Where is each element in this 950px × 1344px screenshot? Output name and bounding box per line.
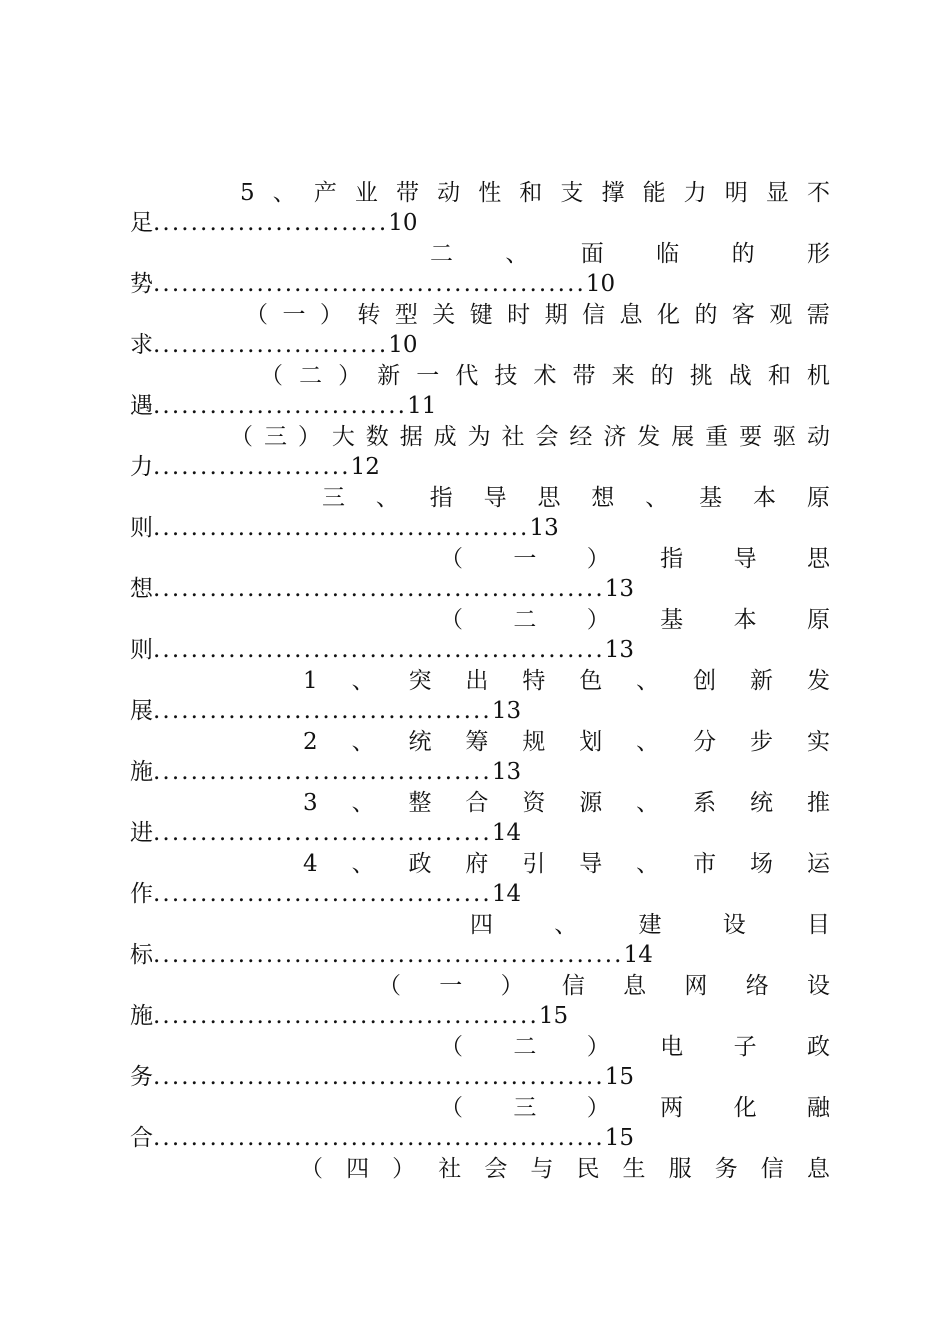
- toc-title-char: 三: [513, 1095, 537, 1121]
- toc-title-char: 四: [470, 912, 493, 938]
- toc-entry-leader-line: [130, 696, 830, 726]
- toc-title-char: 会: [484, 1156, 508, 1182]
- toc-title-char: 政: [806, 1034, 830, 1060]
- toc-title-char: （: [230, 424, 253, 450]
- toc-entry-leader-line: [130, 574, 830, 604]
- toc-title-char: 规: [522, 729, 546, 755]
- toc-title-char: ）: [338, 363, 362, 389]
- toc-title-char: 想: [591, 485, 615, 511]
- toc-entry-continuation: 施: [130, 1003, 153, 1029]
- toc-page-number[interactable]: 13: [604, 576, 635, 602]
- toc-title-char: 二: [513, 1034, 537, 1060]
- toc-page-number[interactable]: 14: [491, 881, 522, 907]
- toc-title-char: 推: [806, 790, 830, 816]
- toc-title-char: 出: [465, 668, 489, 694]
- toc-title-char: 务: [714, 1156, 738, 1182]
- dot-leader: ....................................: [153, 698, 492, 724]
- toc-title-char: 目: [807, 912, 830, 938]
- dot-leader: ....................................: [153, 820, 492, 846]
- toc-title-char: 一: [416, 363, 440, 389]
- toc-title-char: 力: [683, 180, 707, 206]
- toc-entry-title: [303, 788, 830, 818]
- toc-page-number[interactable]: 13: [491, 759, 522, 785]
- toc-title-char: 2: [303, 729, 318, 755]
- toc-title-char: 临: [656, 241, 680, 267]
- toc-title-char: ）: [297, 424, 321, 450]
- toc-title-char: 与: [530, 1156, 554, 1182]
- toc-entry[interactable]: [130, 788, 830, 848]
- toc-title-char: 驱: [773, 424, 796, 450]
- toc-title-char: 本: [733, 607, 757, 633]
- toc-title-char: 形: [806, 241, 830, 267]
- toc-title-char: 和: [767, 363, 791, 389]
- dot-leader: ................................................: [153, 1125, 605, 1151]
- toc-entry[interactable]: [130, 483, 830, 543]
- toc-title-char: 、: [636, 790, 660, 816]
- toc-title-char: 面: [580, 241, 604, 267]
- toc-title-char: 整: [408, 790, 432, 816]
- toc-title-char: 观: [769, 302, 793, 328]
- toc-title-char: 化: [733, 1095, 757, 1121]
- toc-title-char: 性: [478, 180, 502, 206]
- toc-title-char: 电: [660, 1034, 684, 1060]
- toc-title-char: 府: [465, 851, 489, 877]
- toc-title-char: 系: [693, 790, 717, 816]
- toc-title-char: 型: [394, 302, 418, 328]
- toc-page-number[interactable]: 10: [388, 210, 418, 236]
- toc-title-char: 、: [554, 912, 578, 938]
- toc-title-char: 融: [806, 1095, 830, 1121]
- dot-leader: ........................................: [153, 515, 530, 541]
- toc-entry-leader-line: [130, 208, 830, 238]
- toc-title-char: 、: [505, 241, 529, 267]
- dot-leader: ..............................................: [153, 271, 586, 297]
- toc-title-char: 能: [642, 180, 666, 206]
- toc-title-char: 资: [522, 790, 546, 816]
- toc-title-char: 步: [750, 729, 774, 755]
- toc-title-char: 撑: [601, 180, 625, 206]
- toc-title-char: 带: [572, 363, 596, 389]
- toc-title-char: 网: [684, 973, 708, 999]
- toc-entry-continuation: 遇: [130, 393, 153, 419]
- toc-entry-leader-line: [130, 879, 830, 909]
- toc-title-char: 三: [263, 424, 287, 450]
- toc-title-char: 两: [660, 1095, 684, 1121]
- toc-page-number[interactable]: 10: [388, 332, 418, 358]
- toc-title-char: （: [378, 973, 401, 999]
- toc-title-char: 动: [437, 180, 461, 206]
- toc-entry[interactable]: [130, 605, 830, 665]
- toc-title-char: 重: [705, 424, 729, 450]
- toc-title-char: 、: [645, 485, 669, 511]
- toc-entry-leader-line: [130, 940, 830, 970]
- dot-leader: .........................: [153, 210, 389, 236]
- toc-title-char: 明: [724, 180, 748, 206]
- toc-entry-continuation: 求: [130, 332, 153, 358]
- toc-title-char: 支: [560, 180, 584, 206]
- toc-title-char: 场: [750, 851, 774, 877]
- toc-title-char: 时: [507, 302, 531, 328]
- toc-entry-continuation: 务: [130, 1064, 153, 1090]
- toc-entry-title: [430, 239, 830, 269]
- toc-title-char: ）: [319, 302, 343, 328]
- toc-title-char: 、: [636, 668, 660, 694]
- dot-leader: ....................................: [153, 759, 492, 785]
- toc-title-char: 键: [469, 302, 493, 328]
- toc-title-char: 突: [408, 668, 432, 694]
- toc-title-char: 筹: [465, 729, 489, 755]
- toc-title-char: 的: [731, 241, 755, 267]
- toc-page-number[interactable]: 12: [350, 454, 380, 480]
- toc-title-char: （: [245, 302, 268, 328]
- toc-title-char: 信: [760, 1156, 784, 1182]
- toc-title-char: 、: [351, 790, 375, 816]
- toc-title-char: 期: [544, 302, 568, 328]
- toc-page-number[interactable]: 15: [604, 1125, 635, 1151]
- toc-title-char: 运: [806, 851, 830, 877]
- toc-title-char: 统: [750, 790, 774, 816]
- toc-title-char: 展: [671, 424, 695, 450]
- toc-entry-title: [245, 300, 830, 330]
- toc-title-char: 、: [636, 729, 660, 755]
- toc-page-number[interactable]: 13: [491, 698, 522, 724]
- toc-entry-continuation: 合: [130, 1125, 153, 1151]
- toc-title-char: 子: [733, 1034, 757, 1060]
- toc-title-char: 一: [439, 973, 463, 999]
- toc-entry-title: [378, 971, 830, 1001]
- toc-title-char: 实: [806, 729, 830, 755]
- toc-title-char: 经: [569, 424, 593, 450]
- toc-title-char: 、: [351, 729, 375, 755]
- toc-entry-leader-line: [130, 452, 830, 482]
- toc-entry-continuation: 则: [130, 515, 153, 541]
- toc-title-char: 业: [354, 180, 378, 206]
- toc-title-char: 导: [483, 485, 507, 511]
- toc-title-char: （: [300, 1156, 323, 1182]
- toc-page-number[interactable]: 10: [585, 271, 616, 297]
- toc-entry-continuation: 标: [130, 942, 153, 968]
- toc-page-number[interactable]: 11: [407, 393, 437, 419]
- toc-title-char: 、: [351, 851, 375, 877]
- toc-title-char: ）: [500, 973, 524, 999]
- toc-title-char: 不: [806, 180, 830, 206]
- toc-page-number[interactable]: 13: [529, 515, 559, 541]
- toc-title-char: 社: [501, 424, 525, 450]
- toc-title-char: 化: [656, 302, 680, 328]
- toc-title-char: 一: [513, 546, 537, 572]
- toc-entry-leader-line: [130, 1001, 830, 1031]
- toc-title-char: ）: [586, 546, 610, 572]
- toc-entry-title: [240, 178, 830, 208]
- toc-title-char: ）: [392, 1156, 416, 1182]
- toc-title-char: 信: [582, 302, 606, 328]
- toc-entry-continuation: 作: [130, 881, 153, 907]
- toc-title-char: 设: [722, 912, 746, 938]
- toc-title-char: 发: [637, 424, 661, 450]
- toc-title-char: 思: [806, 546, 830, 572]
- toc-title-char: 战: [728, 363, 752, 389]
- toc-title-char: 本: [753, 485, 776, 511]
- toc-title-char: 分: [693, 729, 717, 755]
- toc-entry-leader-line: [130, 513, 830, 543]
- toc-title-char: 和: [519, 180, 543, 206]
- toc-title-char: 成: [433, 424, 457, 450]
- toc-title-char: 挑: [689, 363, 713, 389]
- toc-title-char: 一: [282, 302, 306, 328]
- toc-title-char: 5: [240, 180, 255, 206]
- toc-title-char: 术: [533, 363, 557, 389]
- dot-leader: ................................................: [153, 1064, 605, 1090]
- toc-entry[interactable]: [130, 422, 830, 482]
- toc-page-number[interactable]: 13: [604, 637, 635, 663]
- toc-entry[interactable]: [130, 300, 830, 360]
- toc-entry[interactable]: [130, 971, 830, 1031]
- toc-title-char: 导: [579, 851, 603, 877]
- dot-leader: .........................................: [153, 1003, 539, 1029]
- toc-title-char: 基: [699, 485, 723, 511]
- toc-entry[interactable]: [130, 1032, 830, 1092]
- toc-title-char: 建: [638, 912, 662, 938]
- toc-title-char: 要: [739, 424, 763, 450]
- toc-entry[interactable]: [130, 849, 830, 909]
- toc-title-char: 特: [522, 668, 546, 694]
- toc-entry[interactable]: [130, 361, 830, 421]
- toc-title-char: 、: [636, 851, 660, 877]
- toc-entry-continuation: 想: [130, 576, 153, 602]
- toc-title-char: 统: [408, 729, 432, 755]
- toc-title-char: 动: [806, 424, 830, 450]
- toc-entry-continuation: 势: [130, 271, 153, 297]
- dot-leader: .........................: [153, 332, 389, 358]
- toc-entry-title: [440, 605, 830, 635]
- toc-title-char: 服: [668, 1156, 692, 1182]
- toc-entry-title: [300, 1154, 830, 1184]
- toc-title-char: 息: [619, 302, 643, 328]
- toc-page-number[interactable]: 14: [623, 942, 653, 968]
- toc-entry-continuation: 施: [130, 759, 153, 785]
- toc-title-char: 生: [622, 1156, 646, 1182]
- toc-title-char: 转: [357, 302, 381, 328]
- toc-title-char: 导: [733, 546, 757, 572]
- toc-entry-continuation: 展: [130, 698, 153, 724]
- toc-title-char: （: [440, 1095, 463, 1121]
- toc-title-char: 政: [408, 851, 432, 877]
- toc-title-char: 带: [396, 180, 420, 206]
- toc-title-char: 二: [430, 241, 453, 267]
- toc-title-char: 关: [432, 302, 456, 328]
- toc-title-char: （: [440, 1034, 463, 1060]
- toc-title-char: （: [440, 546, 463, 572]
- toc-title-char: 、: [375, 485, 399, 511]
- toc-entry[interactable]: [130, 178, 830, 238]
- toc-title-char: 基: [660, 607, 684, 633]
- dot-leader: ................................................: [153, 637, 605, 663]
- toc-entry[interactable]: [130, 239, 830, 299]
- toc-title-char: 合: [465, 790, 489, 816]
- toc-title-char: 市: [693, 851, 717, 877]
- toc-entry-leader-line: [130, 330, 830, 360]
- toc-entry-leader-line: [130, 757, 830, 787]
- toc-entry-leader-line: [130, 1062, 830, 1092]
- toc-entry-continuation: 则: [130, 637, 153, 663]
- toc-title-char: ）: [586, 607, 610, 633]
- toc-title-char: 三: [322, 485, 345, 511]
- toc-entry-title: [230, 422, 830, 452]
- toc-title-char: 技: [494, 363, 518, 389]
- toc-entry-title: [440, 1032, 830, 1062]
- dot-leader: .....................: [153, 454, 351, 480]
- dot-leader: ....................................: [153, 881, 492, 907]
- toc-entry-title: [322, 483, 830, 513]
- toc-title-char: 引: [522, 851, 546, 877]
- toc-title-char: （: [260, 363, 283, 389]
- toc-title-char: 络: [745, 973, 769, 999]
- toc-title-char: 发: [806, 668, 830, 694]
- toc-title-char: 社: [438, 1156, 462, 1182]
- toc-title-char: 新: [750, 668, 774, 694]
- toc-title-char: 二: [513, 607, 537, 633]
- toc-title-char: 显: [765, 180, 789, 206]
- toc-title-char: 济: [603, 424, 627, 450]
- toc-page-number[interactable]: 15: [538, 1003, 569, 1029]
- toc-title-char: 设: [806, 973, 830, 999]
- toc-entry-title: [303, 727, 830, 757]
- toc-title-char: 产: [313, 180, 337, 206]
- toc-title-char: 息: [623, 973, 647, 999]
- toc-title-char: 客: [731, 302, 755, 328]
- dot-leader: ................................................: [153, 576, 605, 602]
- toc-entry-leader-line: [130, 635, 830, 665]
- toc-entry-title: [440, 544, 830, 574]
- toc-title-char: 划: [579, 729, 603, 755]
- toc-title-char: 息: [806, 1156, 830, 1182]
- toc-entry[interactable]: [130, 1093, 830, 1153]
- toc-title-char: ）: [586, 1034, 610, 1060]
- dot-leader: ...........................: [153, 393, 408, 419]
- dot-leader: ..................................................: [153, 942, 624, 968]
- toc-title-char: 机: [806, 363, 830, 389]
- toc-entry-leader-line: [130, 1123, 830, 1153]
- toc-entry[interactable]: [130, 1154, 830, 1184]
- toc-title-char: 1: [303, 668, 318, 694]
- toc-title-char: 为: [467, 424, 491, 450]
- toc-entry[interactable]: [130, 727, 830, 787]
- toc-title-char: 数: [365, 424, 389, 450]
- toc-entry-title: [303, 849, 830, 879]
- toc-title-char: 色: [579, 668, 603, 694]
- toc-title-char: 指: [660, 546, 684, 572]
- toc-title-char: 的: [694, 302, 718, 328]
- toc-entry-title: [303, 666, 830, 696]
- toc-title-char: 、: [351, 668, 375, 694]
- toc-entry-continuation: 进: [130, 820, 153, 846]
- toc-title-char: 的: [650, 363, 674, 389]
- toc-title-char: 来: [611, 363, 635, 389]
- toc-entry[interactable]: [130, 910, 830, 970]
- toc-entry-continuation: 力: [130, 454, 153, 480]
- toc-title-char: 3: [303, 790, 318, 816]
- toc-title-char: 据: [399, 424, 423, 450]
- toc-entry[interactable]: [130, 666, 830, 726]
- toc-title-char: 原: [806, 607, 830, 633]
- toc-title-char: 二: [299, 363, 323, 389]
- toc-entry[interactable]: [130, 544, 830, 604]
- toc-title-char: 4: [303, 851, 318, 877]
- toc-title-char: 会: [535, 424, 559, 450]
- toc-entry-title: [440, 1093, 830, 1123]
- toc-entry-leader-line: [130, 818, 830, 848]
- toc-entry-title: [260, 361, 830, 391]
- toc-title-char: 信: [561, 973, 585, 999]
- toc-title-char: 四: [346, 1156, 370, 1182]
- toc-title-char: 大: [331, 424, 355, 450]
- toc-title-char: 代: [455, 363, 479, 389]
- toc-title-char: 、: [272, 180, 296, 206]
- toc-title-char: 创: [693, 668, 717, 694]
- toc-entry-leader-line: [130, 269, 830, 299]
- toc-entry-leader-line: [130, 391, 830, 421]
- toc-title-char: 源: [579, 790, 603, 816]
- toc-title-char: （: [440, 607, 463, 633]
- toc-title-char: 原: [806, 485, 830, 511]
- toc-entry-continuation: 足: [130, 210, 153, 236]
- toc-title-char: 思: [537, 485, 561, 511]
- toc-entry-title: [470, 910, 830, 940]
- toc-page-number[interactable]: 15: [604, 1064, 635, 1090]
- toc-title-char: 民: [576, 1156, 600, 1182]
- toc-page-number[interactable]: 14: [491, 820, 522, 846]
- toc-title-char: 需: [806, 302, 830, 328]
- toc-title-char: ）: [586, 1095, 610, 1121]
- toc-title-char: 新: [377, 363, 401, 389]
- toc-title-char: 指: [429, 485, 453, 511]
